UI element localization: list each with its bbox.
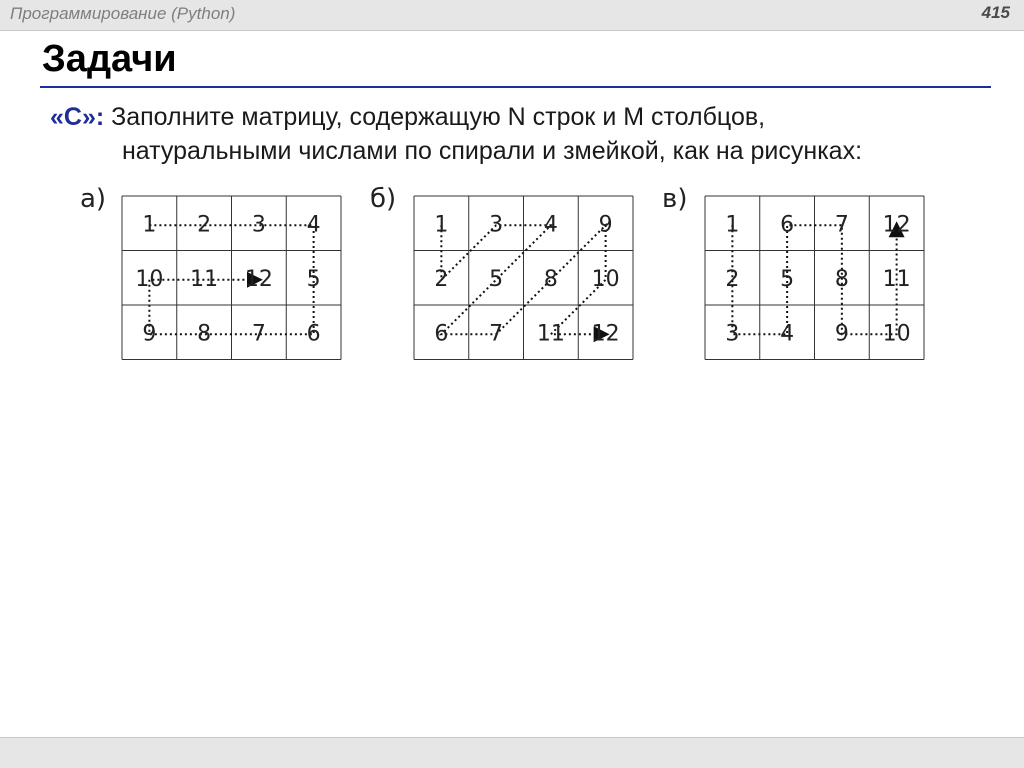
title-underline bbox=[40, 86, 991, 88]
figure-a-matrix bbox=[121, 195, 343, 363]
matrix-cell-value: 11 bbox=[882, 266, 911, 292]
task-text bbox=[50, 100, 990, 168]
page-number: 415 bbox=[981, 3, 1010, 22]
matrix-cell-value: 2 bbox=[197, 212, 212, 238]
matrix-cell-value: 10 bbox=[135, 266, 164, 292]
matrix-cell-value: 5 bbox=[489, 266, 504, 292]
matrix-cell-value: 10 bbox=[882, 321, 911, 347]
matrix-cell-value: 2 bbox=[725, 266, 740, 292]
matrix-cell-value: 5 bbox=[780, 266, 795, 292]
matrix-cell-value: 7 bbox=[251, 321, 266, 347]
matrix-cell-value: 12 bbox=[244, 266, 273, 292]
course-title: Программирование (Python) bbox=[10, 4, 236, 23]
matrix-cell-value: 7 bbox=[834, 212, 849, 238]
matrix-cell-value: 10 bbox=[591, 266, 620, 292]
task-line-2: натуральными числами по спирали и змейкой, как на рисунках: bbox=[122, 137, 863, 165]
matrix-cell-value: 8 bbox=[834, 266, 849, 292]
figure-c-label: в) bbox=[662, 184, 688, 214]
footer-bar bbox=[0, 737, 1024, 768]
slide-title: Задачи bbox=[42, 38, 177, 80]
matrix-cell-value: 4 bbox=[306, 212, 321, 238]
matrix-cell-value: 1 bbox=[434, 212, 449, 238]
matrix-cell-value: 7 bbox=[489, 321, 504, 347]
matrix-cell-value: 4 bbox=[780, 321, 795, 347]
matrix-cell-value: 1 bbox=[725, 212, 740, 238]
matrix-cell-value: 12 bbox=[882, 212, 911, 238]
matrix-cell-value: 11 bbox=[190, 266, 219, 292]
figure-b-label: б) bbox=[370, 184, 397, 214]
header-bar bbox=[0, 0, 1024, 31]
matrix-cell-value: 12 bbox=[591, 321, 620, 347]
matrix-cell-value: 9 bbox=[598, 212, 613, 238]
matrix-cell-value: 1 bbox=[142, 212, 157, 238]
matrix-cell-value: 6 bbox=[306, 321, 321, 347]
matrix-cell-value: 4 bbox=[543, 212, 558, 238]
matrix-cell-value: 6 bbox=[434, 321, 449, 347]
figure-a-label: а) bbox=[80, 184, 107, 214]
figure-c-matrix bbox=[704, 195, 926, 363]
matrix-cell-value: 3 bbox=[251, 212, 266, 238]
matrix-cell-value: 2 bbox=[434, 266, 449, 292]
matrix-cell-value: 8 bbox=[543, 266, 558, 292]
matrix-cell-value: 9 bbox=[142, 321, 157, 347]
matrix-cell-value: 3 bbox=[489, 212, 504, 238]
matrix-cell-value: 8 bbox=[197, 321, 212, 347]
task-label: «С»: bbox=[50, 103, 105, 131]
matrix-cell-value: 6 bbox=[780, 212, 795, 238]
figure-b-matrix bbox=[413, 195, 635, 363]
matrix-cell-value: 9 bbox=[834, 321, 849, 347]
matrix-cell-value: 5 bbox=[306, 266, 321, 292]
task-line-1: Заполните матрицу, содержащую N строк и M столбцов, bbox=[104, 103, 766, 131]
matrix-cell-value: 11 bbox=[536, 321, 565, 347]
matrix-cell-value: 3 bbox=[725, 321, 740, 347]
